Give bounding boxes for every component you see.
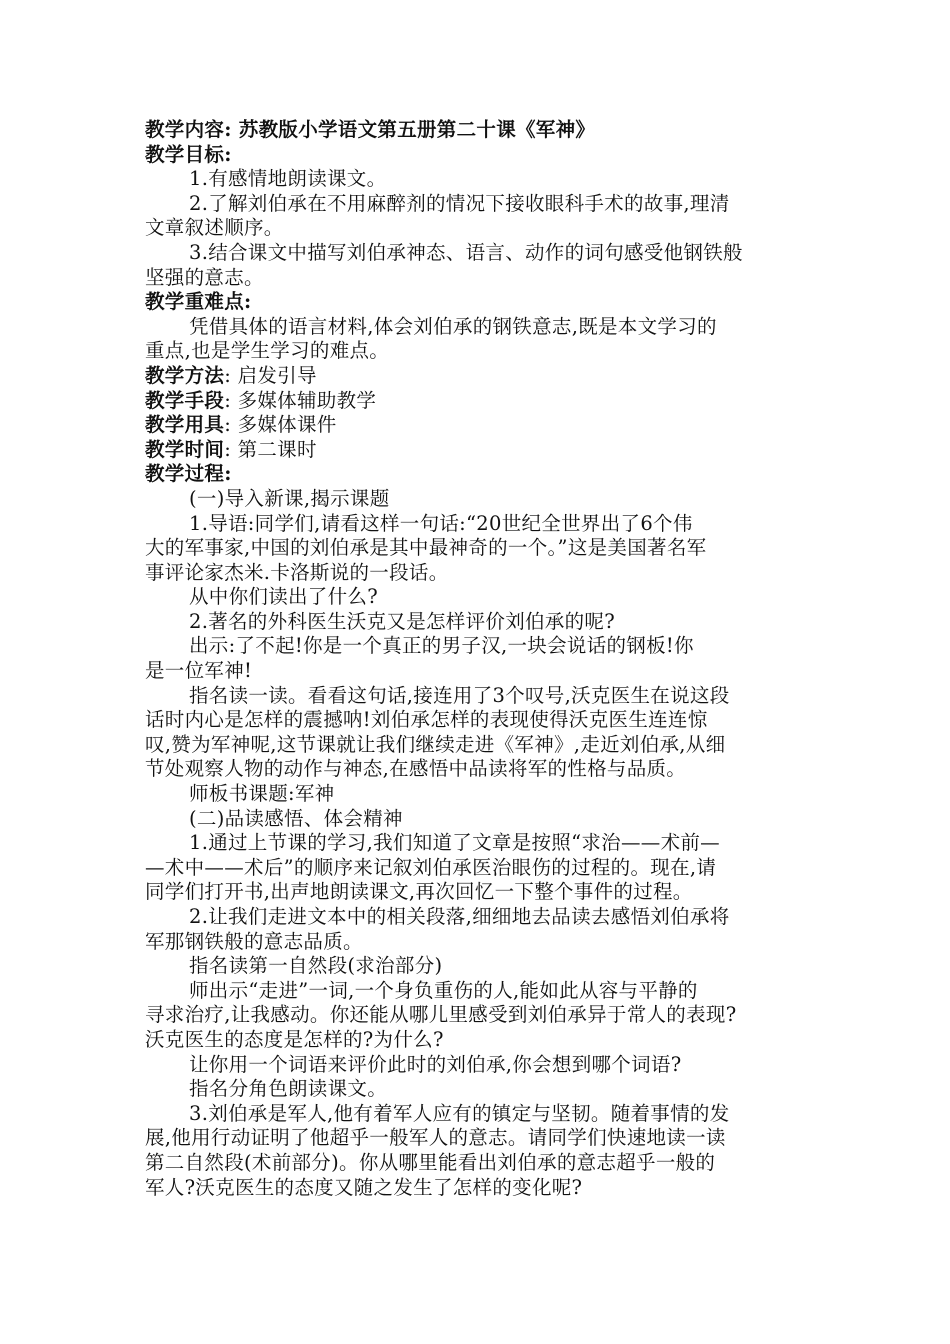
process-paragraph: 指名读一读。看看这句话,接连用了3个叹号,沃克医生在说这段 bbox=[189, 683, 730, 707]
process-paragraph: 展,他用行动证明了他超乎一般军人的意志。请同学们快速地读一读 bbox=[145, 1126, 726, 1150]
process-paragraph: 同学们打开书,出声地朗读课文,再次回忆一下整个事件的过程。 bbox=[145, 880, 693, 904]
process-paragraph: —术中——术后”的顺序来记叙刘伯承医治眼伤的过程的。现在,请 bbox=[145, 855, 717, 879]
process-paragraph: 沃克医生的态度是怎样的?为什么? bbox=[145, 1027, 444, 1051]
process-paragraph: 第二自然段(术前部分)。你从哪里能看出刘伯承的意志超乎一般的 bbox=[145, 1150, 716, 1174]
goal-item-3-cont: 坚强的意志。 bbox=[145, 265, 264, 289]
goal-item-3: 3.结合课文中描写刘伯承神态、语言、动作的词句感受他钢铁般 bbox=[189, 240, 743, 264]
process-paragraph: 军人?沃克医生的态度又随之发生了怎样的变化呢? bbox=[145, 1175, 583, 1199]
process-paragraph: 3.刘伯承是军人,他有着军人应有的镇定与坚韧。随着事情的发 bbox=[189, 1101, 730, 1125]
lesson-plan-document bbox=[145, 118, 813, 1200]
content-label: 教学内容 bbox=[145, 118, 225, 141]
content-line: 教学内容: 苏教版小学语文第五册第二十课《军神》 bbox=[145, 118, 596, 141]
means-line: 教学手段: 多媒体辅助教学 bbox=[145, 388, 377, 412]
difficulty-text-cont: 重点,也是学生学习的难点。 bbox=[145, 339, 390, 363]
time-label: 教学时间 bbox=[145, 437, 225, 461]
process-paragraph: 出示:了不起!你是一个真正的男子汉,一块会说话的钢板!你 bbox=[189, 634, 694, 658]
goal-item-2: 2.了解刘伯承在不用麻醉剂的情况下接收眼科手术的故事,理清 bbox=[189, 191, 730, 215]
difficulty-heading: 教学重难点: bbox=[145, 290, 252, 314]
process-section-1: (一)导入新课,揭示课题 bbox=[189, 486, 390, 510]
process-paragraph: 军那钢铁般的意志品质。 bbox=[145, 929, 363, 953]
tools-value: 多媒体课件 bbox=[237, 413, 337, 437]
process-paragraph: 1.通过上节课的学习,我们知道了文章是按照“求治——术前— bbox=[189, 831, 720, 855]
process-paragraph: 指名读第一自然段(求治部分) bbox=[189, 954, 443, 978]
goal-item-1: 1.有感情地朗读课文。 bbox=[189, 167, 387, 191]
process-paragraph: 叹,赞为军神呢,这节课就让我们继续走进《军神》,走近刘伯承,从细 bbox=[145, 732, 726, 756]
content-value: 苏教版小学语文第五册第二十课《军神》 bbox=[238, 118, 596, 141]
process-paragraph: 从中你们读出了什么? bbox=[189, 585, 378, 609]
process-paragraph: 师板书课题:军神 bbox=[189, 782, 335, 806]
goals-heading: 教学目标: bbox=[145, 142, 232, 166]
tools-label: 教学用具 bbox=[145, 413, 225, 437]
time-line: 教学时间: 第二课时 bbox=[145, 437, 317, 461]
process-paragraph: 事评论家杰米.卡洛斯说的一段话。 bbox=[145, 560, 449, 584]
tools-line: 教学用具: 多媒体课件 bbox=[145, 413, 337, 437]
process-paragraph: 指名分角色朗读课文。 bbox=[189, 1077, 388, 1101]
process-section-2: (二)品读感悟、体会精神 bbox=[189, 806, 403, 830]
time-value: 第二课时 bbox=[237, 437, 317, 461]
process-paragraph: 2.让我们走进文本中的相关段落,细细地去品读去感悟刘伯承将 bbox=[189, 905, 730, 928]
process-paragraph: 1.导语:同学们,请看这样一句话:“20世纪全世界出了6个伟 bbox=[189, 511, 693, 535]
means-label: 教学手段 bbox=[145, 388, 225, 412]
difficulty-text: 凭借具体的语言材料,体会刘伯承的钢铁意志,既是本文学习的 bbox=[189, 314, 717, 338]
process-heading: 教学过程: bbox=[145, 462, 232, 486]
method-label: 教学方法 bbox=[145, 363, 225, 387]
process-paragraph: 2.著名的外科医生沃克又是怎样评价刘伯承的呢? bbox=[189, 609, 615, 633]
process-paragraph: 大的军事家,中国的刘伯承是其中最神奇的一个。”这是美国著名军 bbox=[145, 536, 707, 560]
process-paragraph: 节处观察人物的动作与神态,在感悟中品读将军的性格与品质。 bbox=[145, 757, 687, 781]
method-value: 启发引导 bbox=[237, 363, 317, 387]
process-paragraph: 话时内心是怎样的震撼呐!刘伯承怎样的表现使得沃克医生连连惊 bbox=[145, 708, 708, 732]
goal-item-2-cont: 文章叙述顺序。 bbox=[145, 216, 284, 240]
process-paragraph: 让你用一个词语来评价此时的刘伯承,你会想到哪个词语? bbox=[189, 1052, 682, 1076]
means-value: 多媒体辅助教学 bbox=[237, 388, 377, 412]
method-line: 教学方法: 启发引导 bbox=[145, 363, 317, 387]
process-paragraph: 是一位军神! bbox=[145, 659, 253, 683]
process-paragraph: 寻求治疗,让我感动。你还能从哪儿里感受到刘伯承异于常人的表现? bbox=[145, 1003, 737, 1027]
process-paragraph: 师出示“走进”一词,一个身负重伤的人,能如此从容与平静的 bbox=[189, 978, 698, 1002]
